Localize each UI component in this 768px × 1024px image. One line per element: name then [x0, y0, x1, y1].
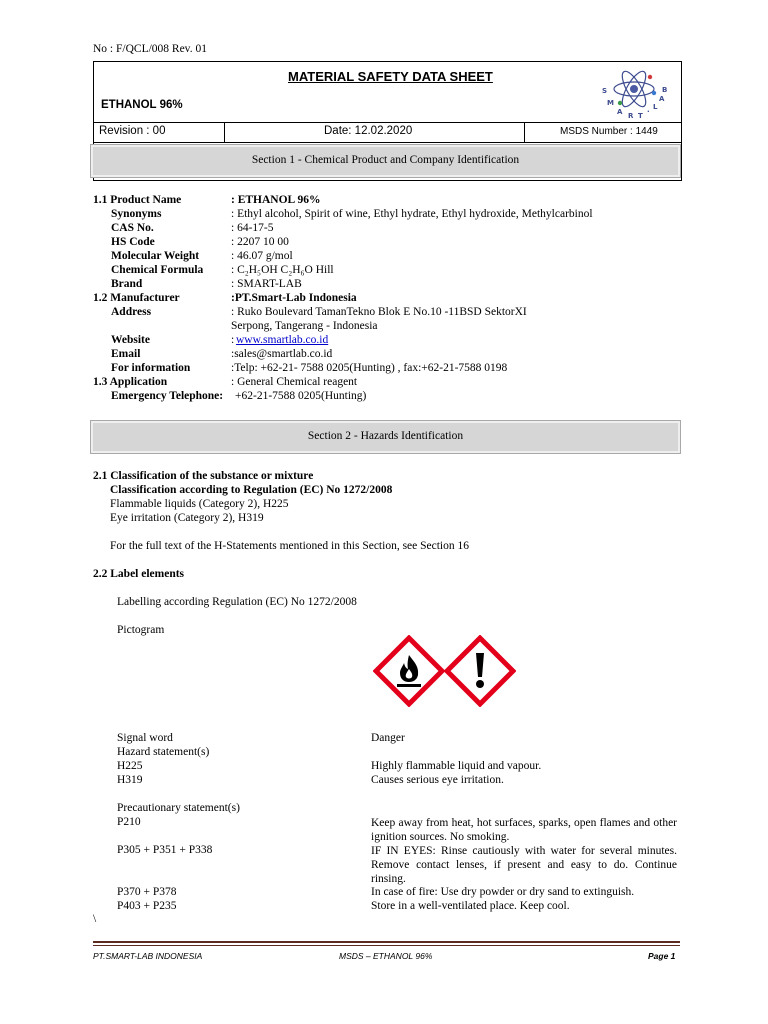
field-value: : 2207 10 00: [231, 236, 289, 248]
revision-label: Revision : 00: [99, 125, 166, 137]
footer-company: PT.SMART-LAB INDONESIA: [93, 951, 203, 961]
document-title: MATERIAL SAFETY DATA SHEET: [288, 69, 493, 84]
field-value: :sales@smartlab.co.id: [231, 348, 333, 360]
signal-word: Danger: [371, 732, 405, 744]
section-2-header: [90, 420, 681, 454]
field-value: : C₂H₅OH C₂H₆O Hill: [231, 264, 334, 276]
classification-item: Eye irritation (Category 2), H319: [110, 512, 264, 524]
hazard-statements-label: Hazard statement(s): [117, 746, 210, 758]
precaution-text: IF IN EYES: Rinse cautiously with water for several minutes. Remove contact lenses, if present and easy to do. Continue rinsing.: [371, 845, 677, 885]
svg-text:R: R: [628, 112, 634, 120]
svg-text:·: ·: [647, 108, 650, 116]
field-label: Synonyms: [111, 208, 162, 220]
field-value: :: [231, 334, 235, 346]
field-value: : Ethyl alcohol, Spirit of wine, Ethyl hydrate, Ethyl hydroxide, Methylcarbinol: [231, 208, 593, 220]
stray-backslash: \: [93, 913, 97, 925]
field-label: Email: [111, 348, 141, 360]
labelling-regulation: Labelling according Regulation (EC) No 1272/2008: [117, 596, 357, 608]
section-2-title: Section 2 - Hazards Identification: [307, 430, 464, 442]
field-value: : 46.07 g/mol: [231, 250, 293, 262]
precaution-code: P370 + P378: [117, 886, 177, 898]
section-1-title: Section 1 - Chemical Product and Company Identification: [251, 154, 520, 166]
field-label: Molecular Weight: [111, 250, 200, 262]
svg-text:A: A: [659, 95, 665, 103]
field-value: : SMART-LAB: [231, 278, 302, 290]
field-label: 1.1 Product Name: [93, 194, 182, 206]
product-heading: ETHANOL 96%: [101, 99, 183, 111]
field-label: Address: [111, 306, 152, 318]
hazard-text: Highly flammable liquid and vapour.: [371, 760, 542, 772]
website-link[interactable]: www.smartlab.co.id: [236, 334, 329, 346]
section-1-header: [90, 144, 681, 178]
field-label: 1.3 Application: [93, 376, 168, 388]
precautionary-label: Precautionary statement(s): [117, 802, 240, 814]
precaution-code: P403 + P235: [117, 900, 177, 912]
svg-text:T: T: [638, 112, 643, 120]
svg-text:L: L: [653, 103, 658, 111]
header-divider: [224, 122, 225, 143]
precaution-code: P305 + P351 + P338: [117, 844, 213, 856]
classification-item: Flammable liquids (Category 2), H225: [110, 498, 289, 510]
svg-text:A: A: [617, 108, 623, 116]
svg-text:B: B: [662, 86, 668, 94]
field-value: : Ruko Boulevard TamanTekno Blok E No.10 -11BSD SektorXI: [231, 306, 527, 318]
field-label: Chemical Formula: [111, 264, 204, 276]
svg-text:M: M: [607, 99, 614, 107]
footer-rule: [93, 945, 680, 946]
footer-document: MSDS – ETHANOL 96%: [339, 951, 433, 961]
smartlab-logo: [598, 63, 670, 121]
field-value: Serpong, Tangerang - Indonesia: [231, 320, 378, 332]
header-divider: [524, 122, 525, 143]
field-value: : General Chemical reagent: [231, 376, 358, 388]
hazard-code: H319: [117, 774, 143, 786]
field-value: : ETHANOL 96%: [231, 194, 321, 206]
hazard-code: H225: [117, 760, 143, 772]
msds-number: MSDS Number : 1449: [560, 126, 658, 137]
field-label: CAS No.: [111, 222, 154, 234]
field-label: Website: [111, 334, 150, 346]
document-number: No : F/QCL/008 Rev. 01: [93, 43, 207, 55]
classification-subheading: Classification according to Regulation (EC) No 1272/2008: [110, 484, 393, 496]
emergency-telephone-label: Emergency Telephone:: [111, 390, 224, 402]
precaution-text: In case of fire: Use dry powder or dry sand to extinguish.: [371, 886, 635, 898]
label-elements-heading: 2.2 Label elements: [93, 568, 185, 580]
svg-text:S: S: [602, 87, 608, 95]
field-value: :PT.Smart-Lab Indonesia: [231, 292, 357, 304]
field-label: For information: [111, 362, 191, 374]
precaution-text: Store in a well-ventilated place. Keep cool.: [371, 900, 570, 912]
pictogram-label: Pictogram: [117, 624, 165, 636]
precaution-text: Keep away from heat, hot surfaces, sparks, open flames and other ignition sources. No smoking.: [371, 817, 677, 843]
flame-icon: [373, 635, 445, 707]
classification-heading: 2.1 Classification of the substance or mixture: [93, 470, 314, 482]
exclamation-icon: [444, 635, 516, 707]
signal-word-label: Signal word: [117, 732, 173, 744]
footer-page-number: Page 1: [648, 951, 676, 961]
full-text-note: For the full text of the H-Statements mentioned in this Section, see Section 16: [110, 540, 469, 552]
field-label: HS Code: [111, 236, 155, 248]
footer-rule: [93, 941, 680, 943]
emergency-telephone-value: +62-21-7588 0205(Hunting): [235, 390, 367, 402]
field-value: :Telp: +62-21- 7588 0205(Hunting) , fax:+62-21-7588 0198: [231, 362, 508, 374]
field-value: : 64-17-5: [231, 222, 274, 234]
hazard-text: Causes serious eye irritation.: [371, 774, 504, 786]
precaution-code: P210: [117, 816, 141, 828]
field-label: Brand: [111, 278, 143, 290]
date-label: Date: 12.02.2020: [324, 125, 413, 137]
field-label: 1.2 Manufacturer: [93, 292, 180, 304]
